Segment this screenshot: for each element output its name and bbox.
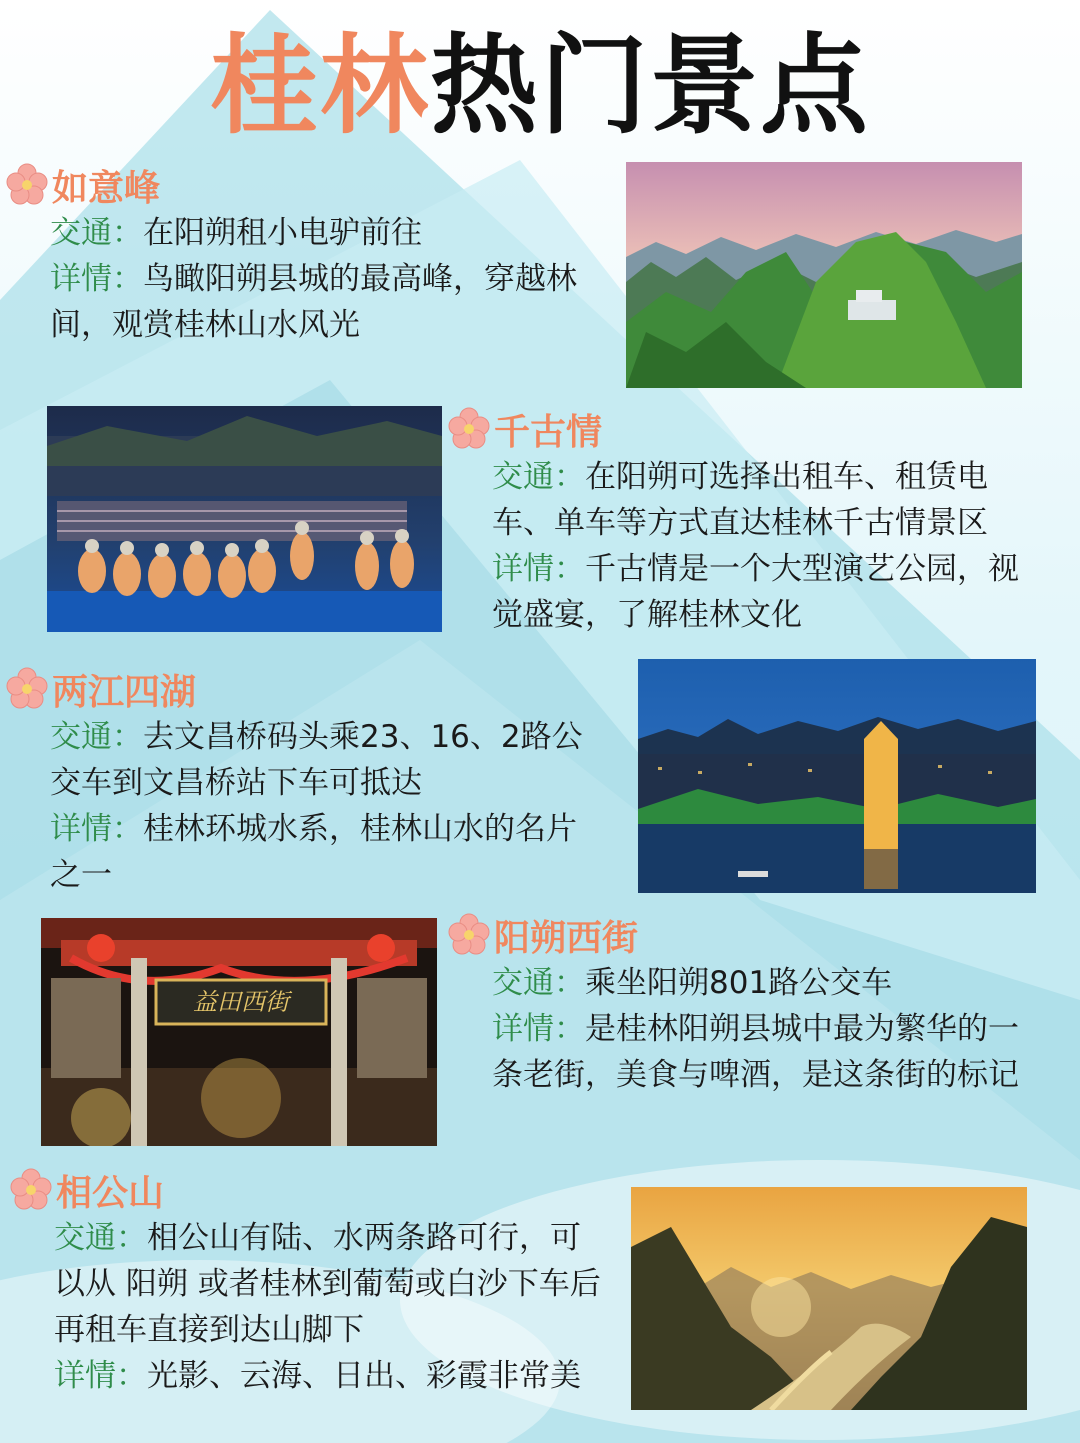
spot-section-qianguqing (446, 404, 1046, 638)
spot-section-ruyifeng (4, 160, 604, 348)
spot-name: 如意峰 (52, 167, 161, 209)
transport-line: 交通：在阳朔可选择出租车、租赁电车、单车等方式直达桂林千古情景区 (492, 459, 988, 541)
detail-line: 详情：桂林环城水系，桂林山水的名片之一 (50, 811, 577, 893)
spot-name: 阳朔西街 (494, 917, 639, 959)
spot-section-xianggongshan (8, 1165, 612, 1399)
river-sunrise-photo (631, 1187, 1027, 1410)
transport-line: 交通：去文昌桥码头乘23、16、2路公交车到文昌桥站下车可抵达 (50, 719, 583, 801)
flower-icon (4, 162, 50, 208)
spot-name: 千古情 (494, 411, 603, 453)
transport-line: 交通：乘坐阳朔801路公交车 (492, 965, 893, 1001)
spot-title (4, 664, 604, 714)
flower-icon (4, 666, 50, 712)
page-title (0, 22, 1080, 152)
title-city: 桂林 (209, 24, 430, 149)
title-topic: 热门景点 (430, 24, 871, 149)
spot-section-liangjiangsihu (4, 664, 604, 898)
spot-title (446, 404, 1046, 454)
sun-moon-pagodas-night-photo (638, 659, 1036, 893)
spot-title (4, 160, 604, 210)
detail-line: 详情：是桂林阳朔县城中最为繁华的一条老街，美食与啤酒，是这条街的标记 (492, 1011, 1019, 1093)
gate-sign: 益田西街 (193, 988, 289, 1016)
transport-line: 交通：相公山有陆、水两条路可行，可以从 阳朔 或者桂林到葡萄或白沙下车后再租车直接到达山脚下 (54, 1220, 601, 1348)
stage-performance-photo (47, 406, 442, 632)
spot-name: 两江四湖 (52, 671, 197, 713)
detail-line: 详情：千古情是一个大型演艺公园，视觉盛宴，了解桂林文化 (492, 551, 1019, 633)
detail-line: 详情：鸟瞰阳朔县城的最高峰，穿越林间，观赏桂林山水风光 (50, 261, 577, 343)
west-street-gate-photo (41, 918, 437, 1146)
spot-name: 相公山 (56, 1172, 165, 1214)
flower-icon (446, 912, 492, 958)
flower-icon (8, 1167, 54, 1213)
karst-mountain-peak-photo (626, 162, 1022, 388)
spot-section-yangshuoxijie (446, 910, 1046, 1098)
transport-line: 交通：在阳朔租小电驴前往 (50, 215, 422, 251)
spot-title (8, 1165, 612, 1215)
flower-icon (446, 406, 492, 452)
detail-line: 详情：光影、云海、日出、彩霞非常美 (54, 1358, 581, 1394)
spot-title (446, 910, 1046, 960)
